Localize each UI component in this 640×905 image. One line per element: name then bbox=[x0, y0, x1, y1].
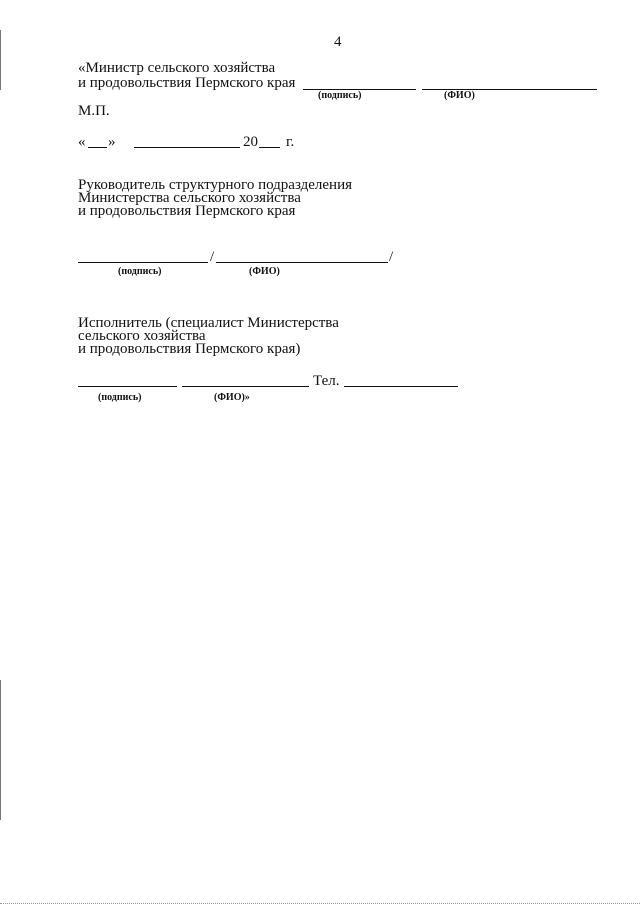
date-century: 20 bbox=[243, 134, 258, 150]
head-title-line3: и продовольствия Пермского края bbox=[78, 203, 296, 219]
executor-signature-field[interactable] bbox=[78, 386, 177, 387]
head-title-line2: Министерства сельского хозяйства bbox=[78, 190, 301, 206]
head-signature-caption: (подпись) bbox=[118, 266, 162, 277]
scan-edge-mark bbox=[0, 680, 1, 820]
head-fio-caption: (ФИО) bbox=[249, 266, 280, 277]
seal-placeholder-label: М.П. bbox=[78, 103, 110, 119]
head-separator-slash: / bbox=[210, 249, 215, 265]
head-fio-field[interactable] bbox=[216, 262, 388, 263]
executor-phone-field[interactable] bbox=[344, 386, 458, 387]
page-number: 4 bbox=[334, 34, 342, 50]
scan-bottom-edge bbox=[0, 903, 640, 904]
scan-edge-mark bbox=[0, 30, 1, 90]
minister-title-line1: «Министр сельского хозяйства bbox=[78, 60, 276, 76]
executor-title-line2: сельского хозяйства bbox=[78, 328, 206, 344]
date-year-suffix: г. bbox=[286, 134, 295, 150]
head-title-line1: Руководитель структурного подразделения bbox=[78, 177, 352, 193]
date-quote-open: « bbox=[78, 134, 86, 150]
date-day-field[interactable] bbox=[88, 147, 107, 148]
minister-fio-caption: (ФИО) bbox=[444, 90, 475, 101]
head-closing-slash: / bbox=[389, 249, 394, 265]
date-year-field[interactable] bbox=[259, 147, 280, 148]
executor-phone-label: Тел. bbox=[313, 373, 340, 389]
executor-fio-field[interactable] bbox=[182, 386, 309, 387]
executor-signature-caption: (подпись) bbox=[98, 392, 142, 403]
date-month-field[interactable] bbox=[134, 147, 240, 148]
executor-title-line1: Исполнитель (специалист Министерства bbox=[78, 315, 339, 331]
minister-signature-caption: (подпись) bbox=[318, 90, 362, 101]
head-signature-field[interactable] bbox=[78, 262, 208, 263]
executor-fio-caption: (ФИО)» bbox=[214, 392, 250, 403]
date-quote-close: » bbox=[108, 134, 116, 150]
minister-title-line2: и продовольствия Пермского края bbox=[78, 75, 296, 91]
executor-title-line3: и продовольствия Пермского края) bbox=[78, 341, 301, 357]
